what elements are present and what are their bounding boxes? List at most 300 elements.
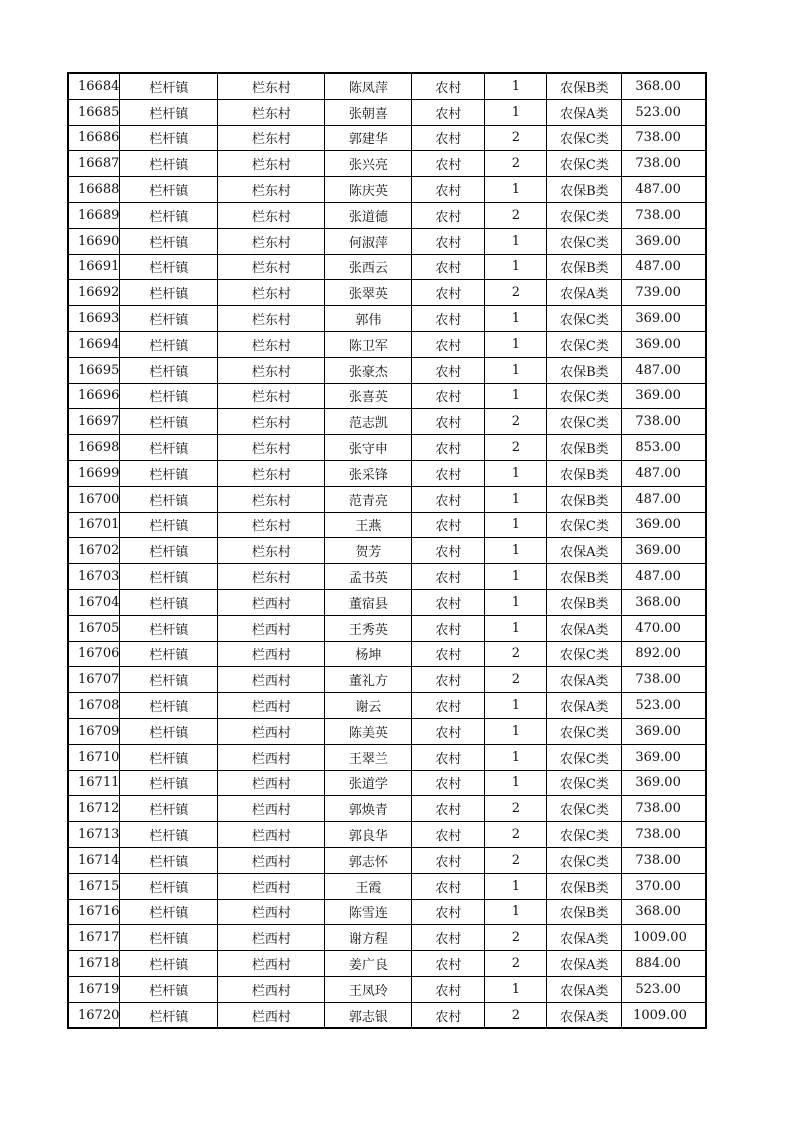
cell-village: 栏东村	[218, 331, 325, 357]
cell-village: 栏东村	[218, 254, 325, 280]
cell-insurance-category: 农保A类	[547, 693, 622, 719]
cell-serial-number: 16718	[68, 951, 120, 977]
table-row	[68, 976, 706, 1002]
cell-serial-number: 16702	[68, 538, 120, 564]
cell-village: 栏西村	[218, 1002, 325, 1028]
table-row	[68, 770, 706, 796]
cell-household-size: 2	[485, 280, 547, 306]
table-row	[68, 435, 706, 461]
cell-town: 栏杆镇	[120, 331, 218, 357]
cell-insurance-category: 农保A类	[547, 925, 622, 951]
cell-serial-number: 16687	[68, 151, 120, 177]
cell-serial-number: 16710	[68, 744, 120, 770]
cell-village: 栏西村	[218, 744, 325, 770]
cell-name: 张道德	[325, 202, 412, 228]
cell-insurance-category: 农保C类	[547, 718, 622, 744]
cell-serial-number: 16685	[68, 99, 120, 125]
cell-name: 郭伟	[325, 306, 412, 332]
cell-village: 栏西村	[218, 718, 325, 744]
cell-town: 栏杆镇	[120, 73, 218, 99]
cell-amount: 523.00	[622, 693, 706, 719]
cell-amount: 370.00	[622, 873, 706, 899]
cell-amount: 369.00	[622, 770, 706, 796]
cell-serial-number: 16701	[68, 512, 120, 538]
cell-village: 栏西村	[218, 976, 325, 1002]
table-row	[68, 383, 706, 409]
cell-amount: 368.00	[622, 899, 706, 925]
cell-household-size: 1	[485, 228, 547, 254]
table-row	[68, 744, 706, 770]
cell-area-type: 农村	[412, 73, 485, 99]
table-row	[68, 73, 706, 99]
cell-serial-number: 16688	[68, 177, 120, 203]
table-row	[68, 357, 706, 383]
cell-household-size: 1	[485, 99, 547, 125]
cell-town: 栏杆镇	[120, 306, 218, 332]
cell-amount: 369.00	[622, 512, 706, 538]
cell-household-size: 1	[485, 770, 547, 796]
cell-area-type: 农村	[412, 177, 485, 203]
cell-name: 陈凤萍	[325, 73, 412, 99]
table-row	[68, 589, 706, 615]
cell-serial-number: 16714	[68, 847, 120, 873]
cell-area-type: 农村	[412, 899, 485, 925]
cell-insurance-category: 农保C类	[547, 383, 622, 409]
cell-village: 栏西村	[218, 693, 325, 719]
cell-area-type: 农村	[412, 847, 485, 873]
cell-village: 栏东村	[218, 357, 325, 383]
cell-serial-number: 16719	[68, 976, 120, 1002]
cell-name: 陈雪连	[325, 899, 412, 925]
cell-insurance-category: 农保A类	[547, 280, 622, 306]
cell-serial-number: 16684	[68, 73, 120, 99]
cell-village: 栏东村	[218, 228, 325, 254]
cell-insurance-category: 农保C类	[547, 331, 622, 357]
cell-insurance-category: 农保A类	[547, 99, 622, 125]
cell-name: 张朝喜	[325, 99, 412, 125]
cell-serial-number: 16717	[68, 925, 120, 951]
cell-area-type: 农村	[412, 589, 485, 615]
cell-amount: 487.00	[622, 460, 706, 486]
cell-name: 王翠兰	[325, 744, 412, 770]
cell-household-size: 2	[485, 822, 547, 848]
table-row	[68, 693, 706, 719]
table-row	[68, 796, 706, 822]
cell-name: 郭建华	[325, 125, 412, 151]
cell-insurance-category: 农保C类	[547, 796, 622, 822]
cell-insurance-category: 农保B类	[547, 73, 622, 99]
table-row	[68, 460, 706, 486]
cell-town: 栏杆镇	[120, 951, 218, 977]
cell-household-size: 1	[485, 744, 547, 770]
cell-household-size: 1	[485, 486, 547, 512]
cell-household-size: 1	[485, 718, 547, 744]
table-row	[68, 254, 706, 280]
cell-name: 陈美英	[325, 718, 412, 744]
cell-amount: 470.00	[622, 615, 706, 641]
cell-serial-number: 16700	[68, 486, 120, 512]
cell-area-type: 农村	[412, 667, 485, 693]
cell-area-type: 农村	[412, 486, 485, 512]
cell-area-type: 农村	[412, 925, 485, 951]
cell-household-size: 2	[485, 202, 547, 228]
cell-household-size: 1	[485, 589, 547, 615]
cell-area-type: 农村	[412, 951, 485, 977]
cell-town: 栏杆镇	[120, 796, 218, 822]
cell-amount: 738.00	[622, 151, 706, 177]
cell-insurance-category: 农保A类	[547, 951, 622, 977]
cell-insurance-category: 农保C类	[547, 202, 622, 228]
cell-town: 栏杆镇	[120, 615, 218, 641]
table-row	[68, 564, 706, 590]
cell-village: 栏东村	[218, 280, 325, 306]
cell-serial-number: 16690	[68, 228, 120, 254]
cell-town: 栏杆镇	[120, 899, 218, 925]
cell-insurance-category: 农保C类	[547, 847, 622, 873]
cell-name: 谢方程	[325, 925, 412, 951]
cell-village: 栏东村	[218, 564, 325, 590]
cell-household-size: 2	[485, 925, 547, 951]
cell-village: 栏西村	[218, 925, 325, 951]
cell-amount: 884.00	[622, 951, 706, 977]
cell-household-size: 1	[485, 254, 547, 280]
cell-area-type: 农村	[412, 770, 485, 796]
table-row	[68, 899, 706, 925]
cell-village: 栏西村	[218, 822, 325, 848]
cell-amount: 369.00	[622, 744, 706, 770]
cell-household-size: 1	[485, 899, 547, 925]
cell-name: 孟书英	[325, 564, 412, 590]
cell-area-type: 农村	[412, 306, 485, 332]
cell-name: 陈庆英	[325, 177, 412, 203]
cell-town: 栏杆镇	[120, 460, 218, 486]
cell-town: 栏杆镇	[120, 873, 218, 899]
cell-village: 栏西村	[218, 641, 325, 667]
cell-name: 谢云	[325, 693, 412, 719]
cell-amount: 738.00	[622, 667, 706, 693]
cell-area-type: 农村	[412, 331, 485, 357]
cell-name: 王霞	[325, 873, 412, 899]
cell-serial-number: 16699	[68, 460, 120, 486]
cell-amount: 738.00	[622, 202, 706, 228]
cell-amount: 369.00	[622, 306, 706, 332]
cell-town: 栏杆镇	[120, 228, 218, 254]
cell-amount: 1009.00	[622, 925, 706, 951]
data-table	[67, 72, 707, 1029]
cell-insurance-category: 农保C类	[547, 512, 622, 538]
cell-name: 杨坤	[325, 641, 412, 667]
table-row	[68, 718, 706, 744]
cell-insurance-category: 农保C类	[547, 409, 622, 435]
cell-amount: 892.00	[622, 641, 706, 667]
cell-serial-number: 16696	[68, 383, 120, 409]
cell-name: 贺芳	[325, 538, 412, 564]
cell-area-type: 农村	[412, 538, 485, 564]
cell-village: 栏西村	[218, 899, 325, 925]
cell-serial-number: 16691	[68, 254, 120, 280]
cell-household-size: 1	[485, 383, 547, 409]
cell-amount: 487.00	[622, 177, 706, 203]
cell-amount: 523.00	[622, 99, 706, 125]
table-row	[68, 486, 706, 512]
cell-area-type: 农村	[412, 873, 485, 899]
cell-name: 何淑萍	[325, 228, 412, 254]
cell-amount: 487.00	[622, 254, 706, 280]
cell-household-size: 1	[485, 873, 547, 899]
cell-area-type: 农村	[412, 254, 485, 280]
cell-serial-number: 16697	[68, 409, 120, 435]
cell-name: 张采锋	[325, 460, 412, 486]
cell-area-type: 农村	[412, 409, 485, 435]
cell-amount: 738.00	[622, 125, 706, 151]
cell-amount: 368.00	[622, 73, 706, 99]
cell-insurance-category: 农保C类	[547, 228, 622, 254]
cell-town: 栏杆镇	[120, 512, 218, 538]
cell-household-size: 2	[485, 1002, 547, 1028]
table-row	[68, 822, 706, 848]
cell-serial-number: 16715	[68, 873, 120, 899]
cell-area-type: 农村	[412, 357, 485, 383]
cell-town: 栏杆镇	[120, 151, 218, 177]
cell-serial-number: 16711	[68, 770, 120, 796]
cell-village: 栏西村	[218, 589, 325, 615]
table-row	[68, 99, 706, 125]
cell-town: 栏杆镇	[120, 383, 218, 409]
cell-area-type: 农村	[412, 512, 485, 538]
cell-town: 栏杆镇	[120, 770, 218, 796]
cell-amount: 739.00	[622, 280, 706, 306]
cell-village: 栏西村	[218, 951, 325, 977]
cell-town: 栏杆镇	[120, 177, 218, 203]
cell-town: 栏杆镇	[120, 409, 218, 435]
cell-name: 张西云	[325, 254, 412, 280]
cell-town: 栏杆镇	[120, 1002, 218, 1028]
cell-amount: 487.00	[622, 486, 706, 512]
cell-village: 栏东村	[218, 512, 325, 538]
cell-town: 栏杆镇	[120, 847, 218, 873]
cell-serial-number: 16698	[68, 435, 120, 461]
cell-village: 栏东村	[218, 383, 325, 409]
cell-serial-number: 16706	[68, 641, 120, 667]
cell-insurance-category: 农保C类	[547, 822, 622, 848]
cell-amount: 369.00	[622, 383, 706, 409]
cell-village: 栏东村	[218, 486, 325, 512]
cell-serial-number: 16712	[68, 796, 120, 822]
cell-insurance-category: 农保A类	[547, 667, 622, 693]
cell-household-size: 1	[485, 331, 547, 357]
table-row	[68, 641, 706, 667]
cell-area-type: 农村	[412, 641, 485, 667]
cell-household-size: 1	[485, 564, 547, 590]
cell-name: 王秀英	[325, 615, 412, 641]
cell-household-size: 2	[485, 435, 547, 461]
cell-insurance-category: 农保C类	[547, 641, 622, 667]
table-row	[68, 125, 706, 151]
cell-serial-number: 16704	[68, 589, 120, 615]
cell-insurance-category: 农保B类	[547, 435, 622, 461]
cell-area-type: 农村	[412, 693, 485, 719]
cell-serial-number: 16713	[68, 822, 120, 848]
cell-name: 张守申	[325, 435, 412, 461]
cell-insurance-category: 农保C类	[547, 306, 622, 332]
cell-name: 郭志怀	[325, 847, 412, 873]
cell-town: 栏杆镇	[120, 564, 218, 590]
cell-name: 陈卫军	[325, 331, 412, 357]
cell-village: 栏东村	[218, 177, 325, 203]
cell-amount: 738.00	[622, 847, 706, 873]
table-row	[68, 667, 706, 693]
cell-area-type: 农村	[412, 615, 485, 641]
cell-village: 栏西村	[218, 873, 325, 899]
cell-name: 张兴亮	[325, 151, 412, 177]
table-body	[68, 73, 706, 1028]
cell-area-type: 农村	[412, 383, 485, 409]
cell-town: 栏杆镇	[120, 435, 218, 461]
cell-name: 张道学	[325, 770, 412, 796]
cell-town: 栏杆镇	[120, 486, 218, 512]
table-row	[68, 177, 706, 203]
cell-area-type: 农村	[412, 744, 485, 770]
cell-area-type: 农村	[412, 280, 485, 306]
cell-area-type: 农村	[412, 460, 485, 486]
cell-name: 范志凯	[325, 409, 412, 435]
cell-area-type: 农村	[412, 228, 485, 254]
cell-town: 栏杆镇	[120, 693, 218, 719]
cell-town: 栏杆镇	[120, 280, 218, 306]
cell-village: 栏东村	[218, 409, 325, 435]
cell-serial-number: 16716	[68, 899, 120, 925]
table-row	[68, 1002, 706, 1028]
table-row	[68, 538, 706, 564]
cell-town: 栏杆镇	[120, 202, 218, 228]
cell-town: 栏杆镇	[120, 718, 218, 744]
cell-area-type: 农村	[412, 1002, 485, 1028]
table-row	[68, 925, 706, 951]
cell-insurance-category: 农保B类	[547, 486, 622, 512]
cell-household-size: 2	[485, 667, 547, 693]
cell-amount: 487.00	[622, 564, 706, 590]
table-row	[68, 306, 706, 332]
cell-insurance-category: 农保B类	[547, 357, 622, 383]
cell-village: 栏东村	[218, 306, 325, 332]
cell-household-size: 1	[485, 357, 547, 383]
cell-household-size: 1	[485, 615, 547, 641]
cell-household-size: 1	[485, 460, 547, 486]
cell-amount: 1009.00	[622, 1002, 706, 1028]
cell-amount: 738.00	[622, 796, 706, 822]
cell-serial-number: 16708	[68, 693, 120, 719]
cell-amount: 369.00	[622, 331, 706, 357]
cell-name: 郭志银	[325, 1002, 412, 1028]
cell-area-type: 农村	[412, 202, 485, 228]
cell-insurance-category: 农保A类	[547, 1002, 622, 1028]
cell-amount: 369.00	[622, 538, 706, 564]
cell-town: 栏杆镇	[120, 667, 218, 693]
cell-insurance-category: 农保C类	[547, 744, 622, 770]
table-row	[68, 873, 706, 899]
cell-village: 栏东村	[218, 435, 325, 461]
cell-household-size: 2	[485, 641, 547, 667]
cell-insurance-category: 农保C类	[547, 770, 622, 796]
cell-insurance-category: 农保B类	[547, 873, 622, 899]
cell-household-size: 1	[485, 306, 547, 332]
cell-area-type: 农村	[412, 822, 485, 848]
cell-serial-number: 16695	[68, 357, 120, 383]
cell-name: 王凤玲	[325, 976, 412, 1002]
cell-amount: 853.00	[622, 435, 706, 461]
cell-amount: 738.00	[622, 822, 706, 848]
cell-town: 栏杆镇	[120, 822, 218, 848]
cell-household-size: 2	[485, 796, 547, 822]
cell-serial-number: 16720	[68, 1002, 120, 1028]
cell-village: 栏西村	[218, 770, 325, 796]
cell-insurance-category: 农保C类	[547, 151, 622, 177]
cell-household-size: 2	[485, 125, 547, 151]
cell-area-type: 农村	[412, 718, 485, 744]
table-row	[68, 512, 706, 538]
cell-amount: 368.00	[622, 589, 706, 615]
cell-name: 张翠英	[325, 280, 412, 306]
cell-amount: 738.00	[622, 409, 706, 435]
cell-village: 栏东村	[218, 73, 325, 99]
cell-town: 栏杆镇	[120, 357, 218, 383]
cell-amount: 523.00	[622, 976, 706, 1002]
table-row	[68, 409, 706, 435]
table-row	[68, 847, 706, 873]
cell-insurance-category: 农保B类	[547, 177, 622, 203]
cell-village: 栏东村	[218, 151, 325, 177]
cell-town: 栏杆镇	[120, 125, 218, 151]
cell-household-size: 1	[485, 177, 547, 203]
cell-insurance-category: 农保A类	[547, 976, 622, 1002]
table-row	[68, 951, 706, 977]
cell-name: 郭焕青	[325, 796, 412, 822]
cell-insurance-category: 农保B类	[547, 589, 622, 615]
cell-serial-number: 16693	[68, 306, 120, 332]
cell-serial-number: 16707	[68, 667, 120, 693]
cell-area-type: 农村	[412, 125, 485, 151]
cell-town: 栏杆镇	[120, 99, 218, 125]
cell-amount: 369.00	[622, 718, 706, 744]
cell-serial-number: 16705	[68, 615, 120, 641]
cell-name: 董宿县	[325, 589, 412, 615]
cell-village: 栏东村	[218, 99, 325, 125]
table-row	[68, 202, 706, 228]
cell-village: 栏西村	[218, 615, 325, 641]
cell-village: 栏东村	[218, 202, 325, 228]
cell-area-type: 农村	[412, 564, 485, 590]
cell-name: 张豪杰	[325, 357, 412, 383]
cell-name: 范青亮	[325, 486, 412, 512]
cell-serial-number: 16686	[68, 125, 120, 151]
cell-area-type: 农村	[412, 796, 485, 822]
table-row	[68, 280, 706, 306]
table-row	[68, 228, 706, 254]
cell-town: 栏杆镇	[120, 254, 218, 280]
cell-village: 栏西村	[218, 796, 325, 822]
cell-town: 栏杆镇	[120, 744, 218, 770]
cell-household-size: 2	[485, 847, 547, 873]
cell-name: 王燕	[325, 512, 412, 538]
cell-insurance-category: 农保C类	[547, 125, 622, 151]
cell-town: 栏杆镇	[120, 589, 218, 615]
cell-insurance-category: 农保B类	[547, 460, 622, 486]
cell-household-size: 1	[485, 538, 547, 564]
cell-serial-number: 16694	[68, 331, 120, 357]
cell-amount: 487.00	[622, 357, 706, 383]
cell-area-type: 农村	[412, 435, 485, 461]
cell-insurance-category: 农保A类	[547, 615, 622, 641]
